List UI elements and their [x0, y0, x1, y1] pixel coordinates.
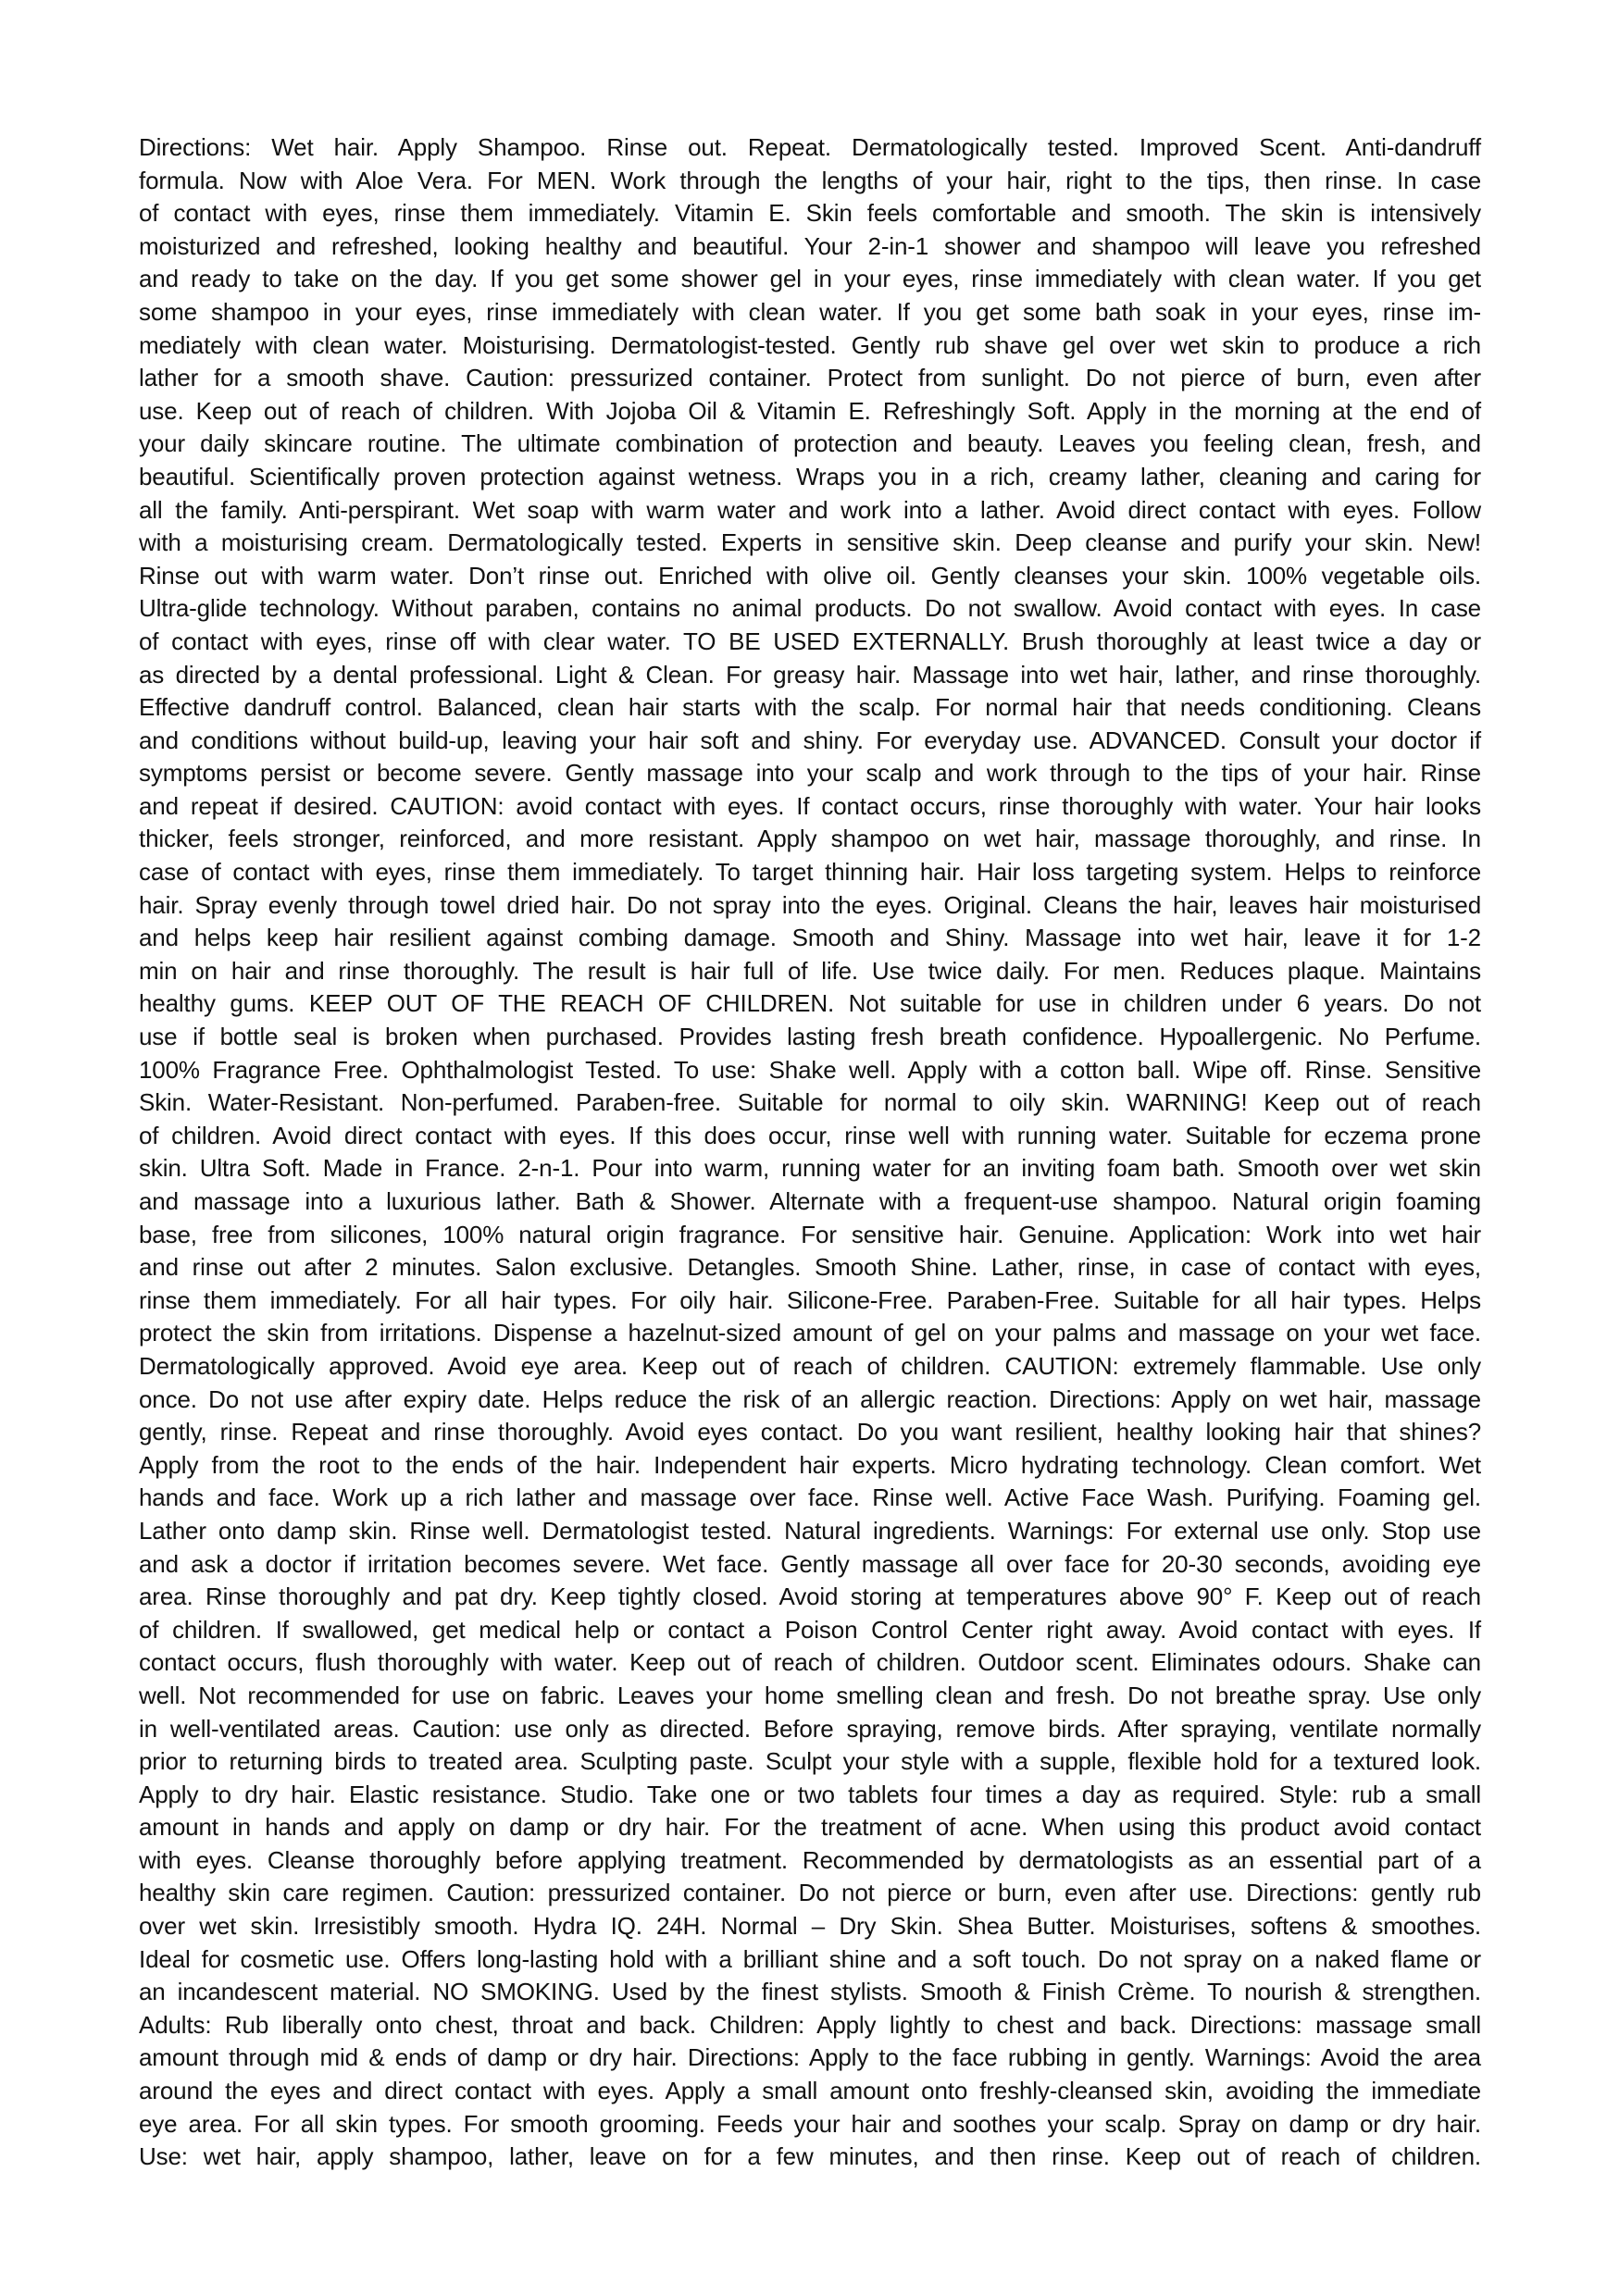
- text-line: 100% Fragrance Free. Ophthalmologist Tested. To use: Shake well. Apply with a cotton ball. Wipe off. Rinse. Sensitive: [139, 1055, 1481, 1084]
- text-line: amount through mid & ends of damp or dry hair. Directions: Apply to the face rubbing in gently. Warnings: Avoid the area: [139, 2043, 1481, 2072]
- text-line: with a moisturising cream. Dermatologically tested. Experts in sensitive skin. Deep cleanse and purify your skin. New!: [139, 528, 1481, 557]
- text-line: with eyes. Cleanse thoroughly before applying treatment. Recommended by dermatologists as an essential part of a: [139, 1845, 1481, 1874]
- text-line: well. Not recommended for use on fabric. Leaves your home smelling clean and fresh. Do not breathe spray. Use only: [139, 1681, 1481, 1709]
- text-line: skin. Ultra Soft. Made in France. 2-n-1. Pour into warm, running water for an inviting foam bath. Smooth over wet skin: [139, 1154, 1481, 1183]
- text-line: and repeat if desired. CAUTION: avoid contact with eyes. If contact occurs, rinse thoroughly with water. Your hair looks: [139, 791, 1481, 820]
- text-line: and helps keep hair resilient against combing damage. Smooth and Shiny. Massage into wet hair, leave it for 1-2: [139, 924, 1481, 952]
- text-line: and ready to take on the day. If you get some shower gel in your eyes, rinse immediately with clean water. If you get: [139, 265, 1481, 293]
- text-line: of children. If swallowed, get medical help or contact a Poison Control Center right away. Avoid contact with eyes. If: [139, 1615, 1481, 1644]
- text-line: of contact with eyes, rinse them immediately. Vitamin E. Skin feels comfortable and smooth. The skin is intensively: [139, 199, 1481, 228]
- text-line: hair. Spray evenly through towel dried hair. Do not spray into the eyes. Original. Cleans the hair, leaves hair moisturised: [139, 890, 1481, 919]
- text-line: Dermatologically approved. Avoid eye area. Keep out of reach of children. CAUTION: extremely flammable. Use only: [139, 1351, 1481, 1380]
- text-line: some shampoo in your eyes, rinse immediately with clean water. If you get some bath soak in your eyes, rinse im-: [139, 297, 1481, 326]
- text-line: healthy gums. KEEP OUT OF THE REACH OF CHILDREN. Not suitable for use in children under 6 years. Do not: [139, 989, 1481, 1018]
- text-line: mediately with clean water. Moisturising. Dermatologist-tested. Gently rub shave gel over wet skin to produce a rich: [139, 330, 1481, 359]
- text-line: rinse them immediately. For all hair types. For oily hair. Silicone-Free. Paraben-Free. Suitable for all hair types. Helps: [139, 1285, 1481, 1314]
- text-line: beautiful. Scientifically proven protection against wetness. Wraps you in a rich, creamy lather, cleaning and caring for: [139, 462, 1481, 490]
- text-line: prior to returning birds to treated area. Sculpting paste. Sculpt your style with a supple, flexible hold for a textured look.: [139, 1747, 1481, 1776]
- text-line: Adults: Rub liberally onto chest, throat and back. Children: Apply lightly to chest and back. Directions: massage small: [139, 2010, 1481, 2039]
- text-line: Rinse out with warm water. Don’t rinse out. Enriched with olive oil. Gently cleanses your skin. 100% vegetable oils.: [139, 561, 1481, 590]
- text-line: Use: wet hair, apply shampoo, lather, leave on for a few minutes, and then rinse. Keep out of reach of children.: [139, 2142, 1481, 2171]
- text-line: Ultra-glide technology. Without paraben, contains no animal products. Do not swallow. Avoid contact with eyes. In case: [139, 594, 1481, 623]
- text-line: Apply from the root to the ends of the hair. Independent hair experts. Micro hydrating technology. Clean comfort. Wet: [139, 1450, 1481, 1479]
- text-line: use. Keep out of reach of children. With Jojoba Oil & Vitamin E. Refreshingly Soft. Apply in the morning at the end of: [139, 396, 1481, 425]
- text-line: and conditions without build-up, leaving your hair soft and shiny. For everyday use. ADVANCED. Consult your doctor if: [139, 726, 1481, 754]
- text-line: and massage into a luxurious lather. Bath & Shower. Alternate with a frequent-use shampoo. Natural origin foaming: [139, 1187, 1481, 1215]
- text-line: an incandescent material. NO SMOKING. Used by the finest stylists. Smooth & Finish Crème. To nourish & strengthen.: [139, 1978, 1481, 2006]
- text-line: and ask a doctor if irritation becomes severe. Wet face. Gently massage all over face for 20-30 seconds, avoiding eye: [139, 1549, 1481, 1578]
- text-line: formula. Now with Aloe Vera. For MEN. Work through the lengths of your hair, right to the tips, then rinse. In case: [139, 166, 1481, 194]
- text-line: healthy skin care regimen. Caution: pressurized container. Do not pierce or burn, even after use. Directions: gently rub: [139, 1879, 1481, 1907]
- text-line: lather for a smooth shave. Caution: pressurized container. Protect from sunlight. Do not pierce of burn, even after: [139, 364, 1481, 392]
- text-line: eye area. For all skin types. For smooth grooming. Feeds your hair and soothes your scalp. Spray on damp or dry hair.: [139, 2109, 1481, 2138]
- text-line: Lather onto damp skin. Rinse well. Dermatologist tested. Natural ingredients. Warnings: For external use only. Stop use: [139, 1516, 1481, 1545]
- text-line: area. Rinse thoroughly and pat dry. Keep tightly closed. Avoid storing at temperatures above 90° F. Keep out of reach: [139, 1582, 1481, 1611]
- text-line: of children. Avoid direct contact with eyes. If this does occur, rinse well with running water. Suitable for eczema prone: [139, 1121, 1481, 1149]
- body-text: [139, 131, 1481, 2174]
- text-line: once. Do not use after expiry date. Helps reduce the risk of an allergic reaction. Directions: Apply on wet hair, massage: [139, 1384, 1481, 1413]
- text-line: over wet skin. Irresistibly smooth. Hydra IQ. 24H. Normal – Dry Skin. Shea Butter. Moisturises, softens & smoothes.: [139, 1912, 1481, 1941]
- text-line: Apply to dry hair. Elastic resistance. Studio. Take one or two tablets four times a day as required. Style: rub a small: [139, 1780, 1481, 1808]
- text-line: around the eyes and direct contact with eyes. Apply a small amount onto freshly-cleansed skin, avoiding the immediate: [139, 2077, 1481, 2105]
- text-line: all the family. Anti-perspirant. Wet soap with warm water and work into a lather. Avoid direct contact with eyes. Follow: [139, 495, 1481, 524]
- text-line: moisturized and refreshed, looking healthy and beautiful. Your 2-in-1 shower and shampoo will leave you refreshed: [139, 231, 1481, 260]
- text-line: contact occurs, flush thoroughly with water. Keep out of reach of children. Outdoor scent. Eliminates odours. Shake can: [139, 1648, 1481, 1677]
- text-line: your daily skincare routine. The ultimate combination of protection and beauty. Leaves you feeling clean, fresh, and: [139, 429, 1481, 458]
- text-line: Directions: Wet hair. Apply Shampoo. Rinse out. Repeat. Dermatologically tested. Improved Scent. Anti-dandruff: [139, 133, 1481, 161]
- text-line: amount in hands and apply on damp or dry hair. For the treatment of acne. When using this product avoid contact: [139, 1813, 1481, 1842]
- text-line: symptoms persist or become severe. Gently massage into your scalp and work through to the tips of your hair. Rinse: [139, 759, 1481, 788]
- text-line: min on hair and rinse thoroughly. The result is hair full of life. Use twice daily. For men. Reduces plaque. Maintains: [139, 956, 1481, 985]
- text-line: in well-ventilated areas. Caution: use only as directed. Before spraying, remove birds. After spraying, ventilate normally: [139, 1714, 1481, 1743]
- text-line: hands and face. Work up a rich lather and massage over face. Rinse well. Active Face Wash. Purifying. Foaming gel.: [139, 1483, 1481, 1512]
- text-line: Skin. Water-Resistant. Non-perfumed. Paraben-free. Suitable for normal to oily skin. WARNING! Keep out of reach: [139, 1088, 1481, 1117]
- text-line: thicker, feels stronger, reinforced, and more resistant. Apply shampoo on wet hair, massage thoroughly, and rinse. In: [139, 825, 1481, 853]
- text-line: base, free from silicones, 100% natural origin fragrance. For sensitive hair. Genuine. Application: Work into wet hair: [139, 1220, 1481, 1248]
- text-line: Effective dandruff control. Balanced, clean hair starts with the scalp. For normal hair that needs conditioning. Cleans: [139, 693, 1481, 722]
- text-line: Ideal for cosmetic use. Offers long-lasting hold with a brilliant shine and a soft touch. Do not spray on a naked flame or: [139, 1944, 1481, 1973]
- text-line: case of contact with eyes, rinse them immediately. To target thinning hair. Hair loss targeting system. Helps to reinforce: [139, 858, 1481, 887]
- text-line: of contact with eyes, rinse off with clear water. TO BE USED EXTERNALLY. Brush thoroughly at least twice a day or: [139, 627, 1481, 655]
- text-line: gently, rinse. Repeat and rinse thoroughly. Avoid eyes contact. Do you want resilient, healthy looking hair that shines?: [139, 1418, 1481, 1446]
- text-line: protect the skin from irritations. Dispense a hazelnut-sized amount of gel on your palms and massage on your wet face.: [139, 1319, 1481, 1347]
- text-line: and rinse out after 2 minutes. Salon exclusive. Detangles. Smooth Shine. Lather, rinse, in case of contact with eyes,: [139, 1253, 1481, 1282]
- text-line: as directed by a dental professional. Light & Clean. For greasy hair. Massage into wet hair, lather, and rinse thoroughly.: [139, 660, 1481, 689]
- text-line: use if bottle seal is broken when purchased. Provides lasting fresh breath confidence. Hypoallergenic. No Perfume.: [139, 1023, 1481, 1051]
